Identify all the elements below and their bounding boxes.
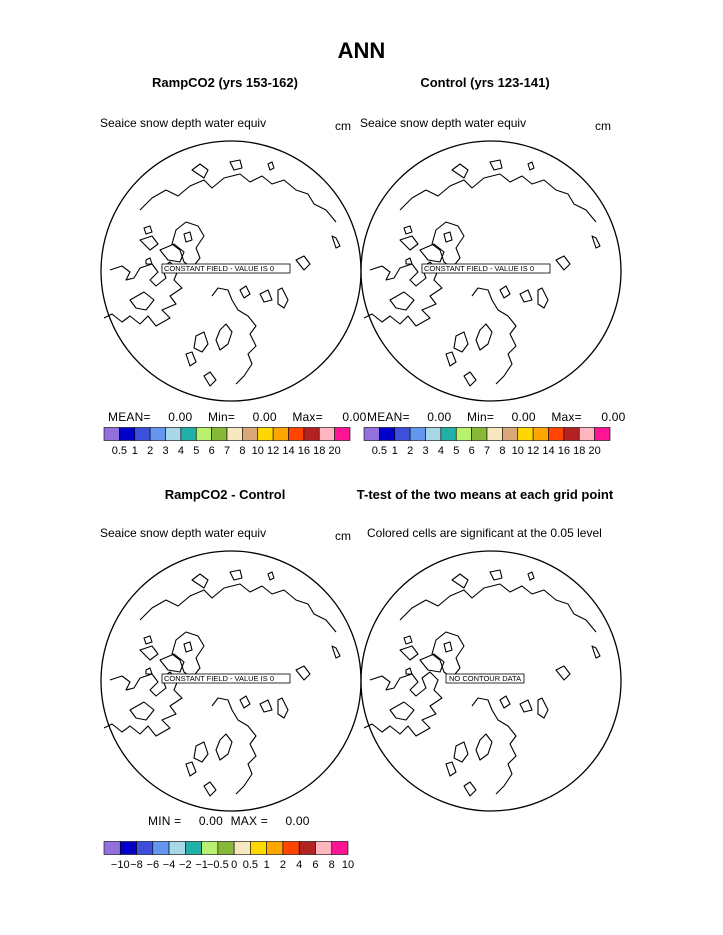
- colorbar-swatch: [267, 842, 283, 855]
- colorbar-tick-label: 12: [267, 445, 280, 457]
- colorbar-tick-label: 2: [279, 859, 286, 871]
- colorbar-tick-label: 3: [162, 445, 169, 457]
- panel-1-min-value: 0.00: [252, 410, 277, 424]
- colorbar-swatch: [579, 428, 594, 441]
- panel-1-map: [100, 140, 362, 402]
- colorbar-tick-label: 0.5: [111, 445, 128, 457]
- colorbar-tick-label: 8: [499, 445, 506, 457]
- panel-1-field-label: CONSTANT FIELD - VALUE IS 0: [164, 264, 275, 273]
- colorbar-tick-label: 6: [312, 859, 319, 871]
- panel-2-min-label: Min=: [466, 410, 495, 424]
- panel-3-max-value: 0.00: [285, 814, 310, 828]
- colorbar-tick-label: 10: [511, 445, 524, 457]
- panel-1-units: cm: [335, 119, 351, 133]
- colorbar-tick-label: 4: [296, 859, 303, 871]
- colorbar-swatch: [502, 428, 517, 441]
- panel-1-mean-label: MEAN=: [108, 410, 151, 424]
- colorbar-swatch: [202, 842, 218, 855]
- colorbar-swatch: [379, 428, 394, 441]
- colorbar-tick-label: 20: [328, 445, 341, 457]
- colorbar-tick-label: −6: [146, 859, 160, 871]
- colorbar-swatch: [335, 428, 350, 441]
- colorbar-tick-label: 8: [239, 445, 246, 457]
- panel-3-stats: [148, 814, 348, 828]
- colorbar-swatch: [299, 842, 315, 855]
- colorbar-swatch: [395, 428, 410, 441]
- panel-2-variable: Seaice snow depth water equiv: [360, 116, 527, 130]
- colorbar-swatch: [518, 428, 533, 441]
- colorbar-swatch: [332, 842, 348, 855]
- colorbar-tick-label: 8: [328, 859, 335, 871]
- colorbar-swatch: [212, 428, 227, 441]
- panel-2-mean-label: MEAN=: [367, 410, 410, 424]
- colorbar-tick-label: 0: [231, 859, 238, 871]
- panel-2-colorbar: [364, 427, 610, 441]
- panel-2-map: [360, 140, 622, 402]
- colorbar-swatch: [104, 842, 120, 855]
- colorbar-tick-label: −2: [179, 859, 192, 871]
- colorbar-tick-label: −0.5: [207, 859, 229, 871]
- panel-2-max-label: Max=: [551, 410, 582, 424]
- panel-4-title: T-test of the two means at each grid point: [356, 487, 614, 502]
- panel-3-units: cm: [335, 529, 351, 543]
- panel-1-title: RampCO2 (yrs 153-162): [152, 75, 298, 90]
- colorbar-swatch: [441, 428, 456, 441]
- panel-1-colorbar-ticks: [104, 442, 354, 458]
- colorbar-swatch: [456, 428, 471, 441]
- colorbar-tick-label: 1: [263, 859, 270, 871]
- panel-2-colorbar-ticks: [364, 442, 614, 458]
- colorbar-swatch: [487, 428, 502, 441]
- panel-3-min-label: MIN =: [148, 814, 182, 828]
- panel-1-min-label: Min=: [207, 410, 236, 424]
- panel-3-map: [100, 550, 362, 812]
- panel-2-mean-value: 0.00: [427, 410, 452, 424]
- colorbar-swatch: [119, 428, 134, 441]
- colorbar-swatch: [234, 842, 250, 855]
- colorbar-tick-label: 6: [468, 445, 475, 457]
- colorbar-tick-label: 14: [282, 445, 295, 457]
- panel-3-field-label: CONSTANT FIELD - VALUE IS 0: [164, 674, 275, 683]
- colorbar-swatch: [410, 428, 425, 441]
- colorbar-swatch: [181, 428, 196, 441]
- colorbar-swatch: [533, 428, 548, 441]
- panel-4-map: [360, 550, 622, 812]
- panel-2-max-value: 0.00: [601, 410, 626, 424]
- colorbar-tick-label: 14: [542, 445, 555, 457]
- colorbar-tick-label: 7: [223, 445, 231, 457]
- colorbar-swatch: [283, 842, 299, 855]
- colorbar-tick-label: 5: [193, 445, 200, 457]
- panel-2-field-label: CONSTANT FIELD - VALUE IS 0: [424, 264, 535, 273]
- colorbar-swatch: [472, 428, 487, 441]
- colorbar-tick-label: 5: [453, 445, 460, 457]
- panel-3-variable: Seaice snow depth water equiv: [100, 526, 267, 540]
- colorbar-swatch: [250, 842, 266, 855]
- panel-1-colorbar: [104, 427, 350, 441]
- colorbar-swatch: [549, 428, 564, 441]
- colorbar-swatch: [289, 428, 304, 441]
- colorbar-swatch: [137, 842, 153, 855]
- panel-2-stats: [367, 410, 626, 424]
- colorbar-swatch: [196, 428, 211, 441]
- colorbar-tick-label: 20: [588, 445, 601, 457]
- colorbar-swatch: [304, 428, 319, 441]
- colorbar-swatch: [169, 842, 185, 855]
- colorbar-tick-label: 2: [147, 445, 154, 457]
- panel-3-colorbar-ticks: [104, 856, 355, 872]
- colorbar-tick-label: 1: [131, 445, 138, 457]
- colorbar-swatch: [364, 428, 379, 441]
- panel-2-title: Control (yrs 123-141): [420, 75, 550, 90]
- colorbar-swatch: [104, 428, 119, 441]
- colorbar-swatch: [218, 842, 234, 855]
- panel-3-max-label: MAX =: [230, 814, 268, 828]
- colorbar-swatch: [315, 842, 331, 855]
- colorbar-tick-label: 12: [527, 445, 540, 457]
- colorbar-swatch: [153, 842, 169, 855]
- colorbar-tick-label: 2: [407, 445, 414, 457]
- panel-3-min-value: 0.00: [198, 814, 224, 828]
- colorbar-swatch: [564, 428, 579, 441]
- colorbar-swatch: [135, 428, 150, 441]
- colorbar-tick-label: 3: [422, 445, 429, 457]
- colorbar-swatch: [319, 428, 334, 441]
- panel-1-stats: [108, 410, 367, 424]
- panel-1-variable: Seaice snow depth water equiv: [100, 116, 267, 130]
- panel-1-mean-value: 0.00: [168, 410, 193, 424]
- colorbar-tick-label: 1: [391, 445, 398, 457]
- colorbar-swatch: [150, 428, 165, 441]
- colorbar-swatch: [166, 428, 181, 441]
- panel-2-units: cm: [595, 119, 611, 133]
- panel-2-min-value: 0.00: [511, 410, 536, 424]
- colorbar-tick-label: 16: [557, 445, 571, 457]
- colorbar-swatch: [120, 842, 136, 855]
- colorbar-tick-label: 6: [208, 445, 215, 457]
- colorbar-swatch: [426, 428, 441, 441]
- colorbar-tick-label: 0.5: [371, 445, 388, 457]
- colorbar-swatch: [258, 428, 273, 441]
- colorbar-swatch: [595, 428, 610, 441]
- panel-3-colorbar: [104, 841, 348, 855]
- colorbar-swatch: [242, 428, 257, 441]
- panel-3-title: RampCO2 - Control: [164, 487, 286, 502]
- panel-4-variable: Colored cells are significant at the 0.05 level: [367, 526, 602, 540]
- colorbar-tick-label: 10: [251, 445, 264, 457]
- colorbar-tick-label: 7: [483, 445, 491, 457]
- colorbar-tick-label: −4: [162, 859, 176, 871]
- panel-1-max-value: 0.00: [342, 410, 367, 424]
- colorbar-tick-label: 4: [177, 445, 184, 457]
- colorbar-tick-label: −1: [195, 859, 208, 871]
- colorbar-tick-label: −8: [130, 859, 143, 871]
- colorbar-swatch: [273, 428, 288, 441]
- colorbar-swatch: [227, 428, 242, 441]
- colorbar-tick-label: −10: [110, 859, 130, 871]
- colorbar-tick-label: 4: [437, 445, 444, 457]
- colorbar-tick-label: 10: [341, 859, 355, 871]
- colorbar-tick-label: 16: [297, 445, 311, 457]
- colorbar-tick-label: 18: [313, 445, 326, 457]
- colorbar-tick-label: 0.5: [242, 859, 259, 871]
- panel-4-field-label: NO CONTOUR DATA: [449, 674, 522, 683]
- colorbar-swatch: [185, 842, 201, 855]
- colorbar-tick-label: 18: [573, 445, 586, 457]
- page-title: ANN: [337, 38, 386, 63]
- panel-1-max-label: Max=: [292, 410, 323, 424]
